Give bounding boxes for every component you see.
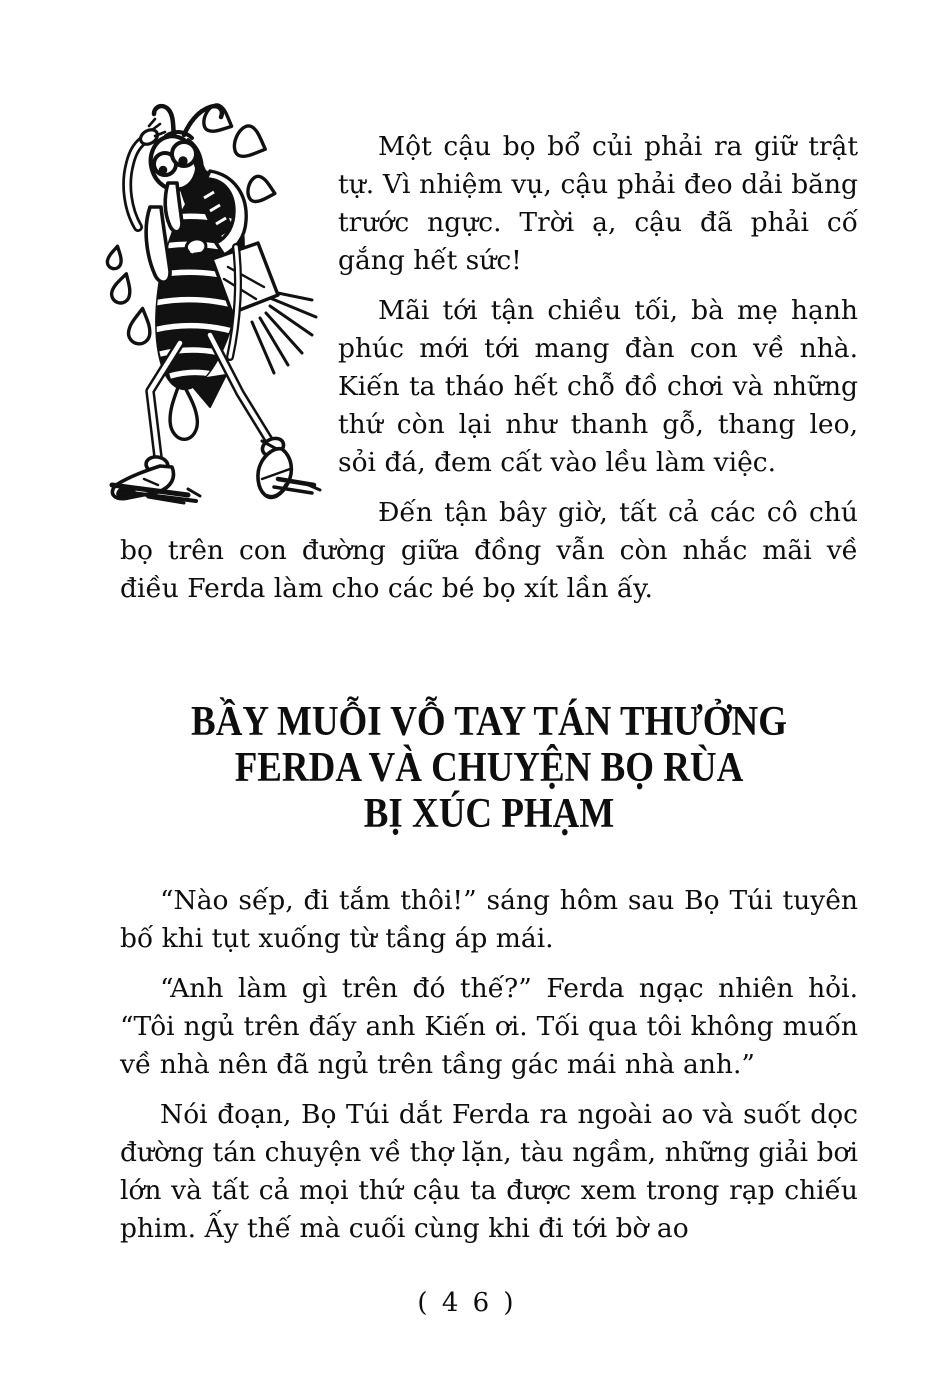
chapter-heading-line: FERDA VÀ CHUYỆN BỌ RÙA bbox=[234, 745, 744, 791]
chapter-heading bbox=[120, 699, 858, 837]
paragraph: Đến tận bây giờ, tất cả các cô chú bọ trên con đường giữa đồng vẫn còn nhắc mãi về điều Ferda làm cho các bé bọ xít lần ấy. bbox=[120, 497, 858, 604]
page-number: ( 4 6 ) bbox=[417, 1288, 517, 1318]
sweating-beetle-illustration bbox=[88, 95, 335, 515]
paragraph: “Anh làm gì trên đó thế?” Ferda ngạc nhiên hỏi. “Tôi ngủ trên đấy anh Kiến ơi. Tối qua tôi không muốn về nhà nên đã ngủ trên tầng gác mái nhà anh.” bbox=[120, 973, 858, 1080]
beetle-snout bbox=[165, 183, 182, 232]
paragraph: Một cậu bọ bổ củi phải ra giữ trật tự. Vì nhiệm vụ, cậu phải đeo dải băng trước ngực. Trời ạ, cậu đã phải cố gắng hết sức! bbox=[338, 131, 858, 276]
paragraph: Mãi tới tận chiều tối, bà mẹ hạnh phúc mới tới mang đàn con về nhà. Kiến ta tháo hết chỗ đồ chơi và những thứ còn lại như thanh gỗ, thang leo, sỏi đá, đem cất vào lều làm việc. bbox=[338, 295, 858, 478]
paragraph: “Nào sếp, đi tắm thôi!” sáng hôm sau Bọ Túi tuyên bố khi tụt xuống từ tầng áp mái. bbox=[120, 885, 858, 954]
chapter-heading-line: BỊ XÚC PHẠM bbox=[363, 791, 615, 837]
page-content bbox=[120, 95, 858, 1260]
sash-fringe-lines bbox=[252, 291, 316, 373]
chapter-heading-line: BẦY MUỖI VỖ TAY TÁN THƯỞNG bbox=[191, 699, 787, 745]
paragraph: Nói đoạn, Bọ Túi dắt Ferda ra ngoài ao và suốt dọc đường tán chuyện về thợ lặn, tàu ngầm, những giải bơi lớn và tất cả mọi thứ cậu ta được xem trong rạp chiếu phim. Ấy thế mà cuối cùng khi đi tới bờ ao bbox=[120, 1099, 858, 1244]
